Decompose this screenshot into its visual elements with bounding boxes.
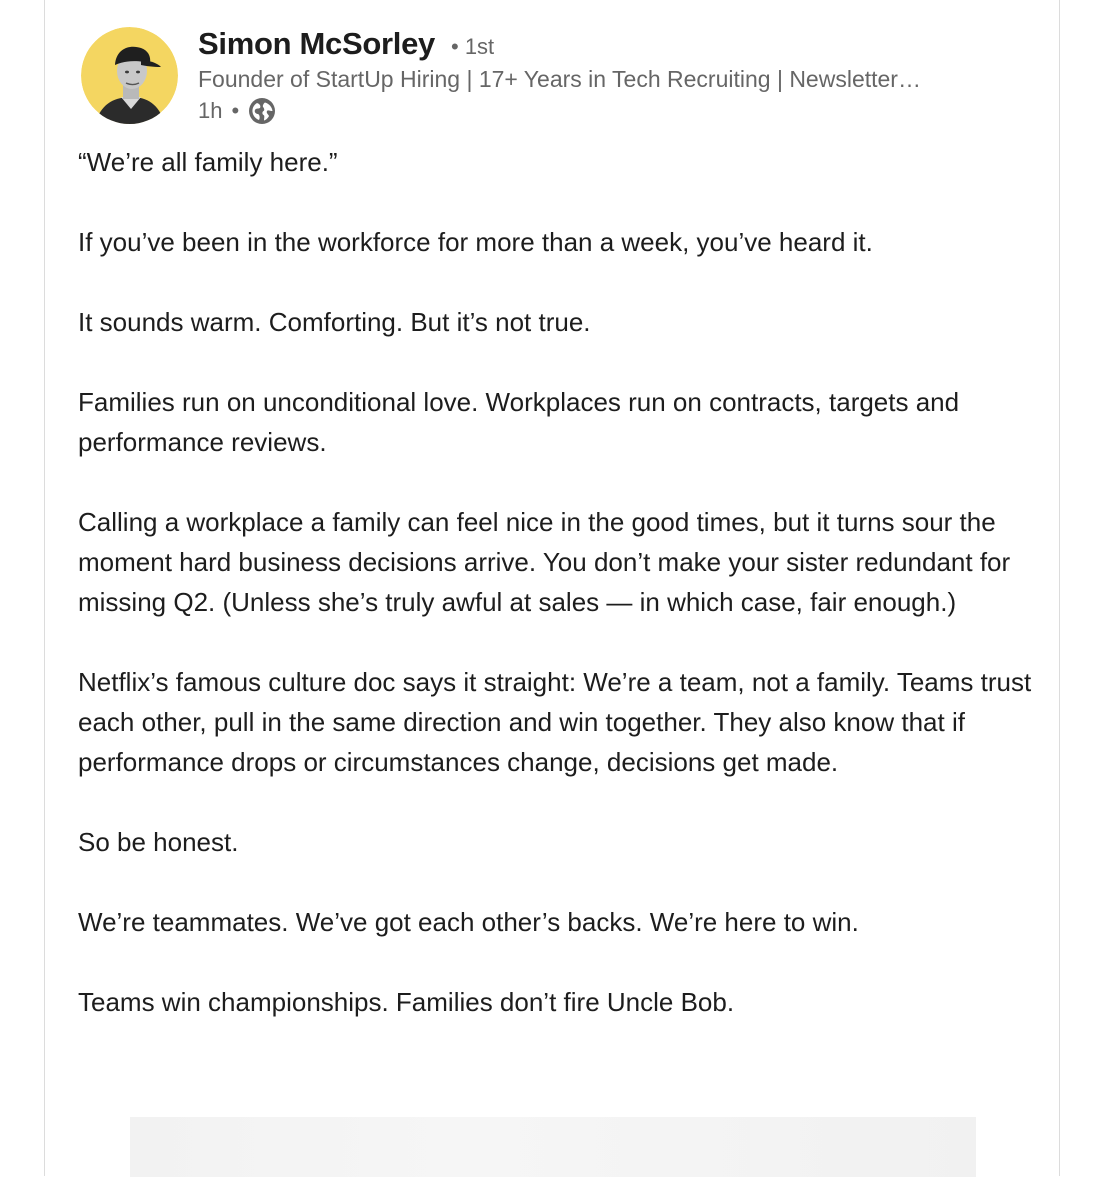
post-paragraph: Teams win championships. Families don’t fire Uncle Bob.: [78, 987, 735, 1017]
post-meta: [198, 96, 276, 126]
post-paragraph: It sounds warm. Comforting. But it’s not true.: [78, 307, 591, 337]
post-paragraph: Netflix’s famous culture doc says it straight: We’re a team, not a family. Teams trust each other, pull in the same direction and win together. They also know that if performance drops or circumstances change, decisions get made.: [78, 667, 1032, 777]
post-paragraph: Calling a workplace a family can feel nice in the good times, but it turns sour the moment hard business decisions arrive. You don’t make your sister redundant for missing Q2. (Unless she’s truly awful at sales — in which case, fair enough.): [78, 507, 1011, 617]
post-text: [78, 142, 1038, 1062]
post-image[interactable]: [130, 1117, 976, 1177]
post-paragraph: We’re teammates. We’ve got each other’s backs. We’re here to win.: [78, 907, 859, 937]
meta-separator: •: [231, 98, 240, 123]
post-paragraph: Families run on unconditional love. Workplaces run on contracts, targets and performance reviews.: [78, 387, 960, 457]
post-paragraph: If you’ve been in the workforce for more than a week, you’ve heard it.: [78, 227, 873, 257]
author-name[interactable]: Simon McSorley: [198, 26, 435, 61]
post-time: 1h: [198, 98, 223, 123]
post-paragraph: “We’re all family here.”: [78, 147, 338, 177]
post-paragraph: So be honest.: [78, 827, 239, 857]
author-avatar[interactable]: [81, 27, 178, 124]
author-headline[interactable]: Founder of StartUp Hiring | 17+ Years in Tech Recruiting | Newsletter…: [198, 66, 921, 92]
globe-icon[interactable]: [248, 97, 276, 125]
connection-degree: • 1st: [451, 34, 495, 59]
